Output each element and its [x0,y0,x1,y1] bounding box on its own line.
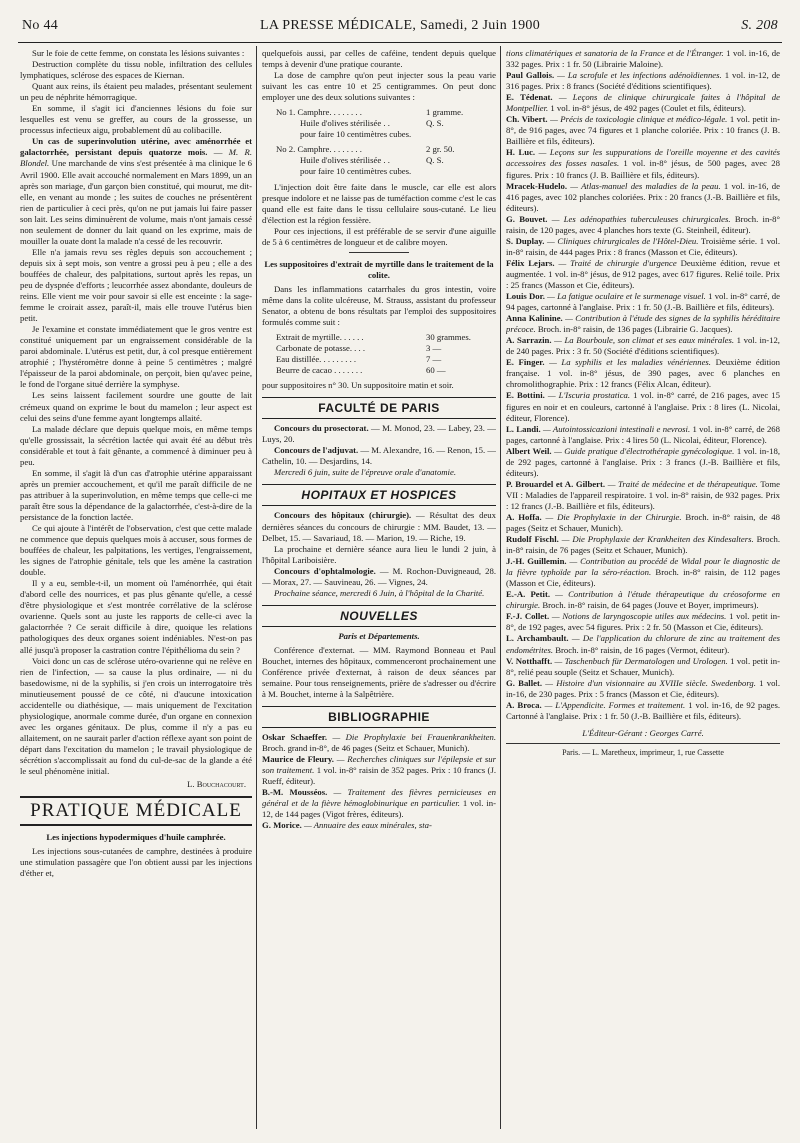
bib-author: H. Luc. [506,147,536,158]
bib-title: — Les adénopathies tuberculeuses chirurgicales. [547,213,731,224]
paragraph: En somme, il s'agit là d'un cas d'atrophie utérine apparaissant après un premier accouchement, et qu'il me paraît difficile de ne pas attribuer à la superinvolution, en même temps que celle-ci me paraît être sous la dépendance de la galactorrhée, c'est-à-dire de la persistance de la fonction lactée. [20,467,252,522]
bib-author: Rudolf Fischl. [506,534,559,545]
formula-value: 3 — [426,343,442,354]
news-item [262,588,496,599]
bib-ref: 1 vol. petit in-8°, de 916 pages, avec 74 figures et 1 planche coloriée. Prix : 10 francs (J. B. Baillière et fils, éditeurs). [506,114,780,147]
bib-author: A. Broca. [506,699,542,710]
item-text: — Résultat des deux dernières séances du concours de chirurgie : MM. Baudet, 13. — Delbet, 15. — Savariaud, 18. — Marion, 19. — Riche, 19. [262,510,496,543]
bib-author: A. Hoffa. [506,511,542,522]
formula-value: 2 gr. 50. [426,144,455,155]
bib-author: E.-A. Petit. [506,589,551,600]
formula-label: No 2. Camphre. . . . . . . . [276,144,362,155]
formula-label: pour faire 10 centimètres cubes. [300,129,412,140]
bib-entry [506,114,780,147]
bib-entry [262,754,496,787]
bib-title: — Traitement des fièvres pernicieuses en général et de la fièvre hémoglobinurique en particulier. [262,787,496,809]
paragraph: Dans les inflammations catarrhales du gros intestin, voire même dans la colite ulcéreuse, M. Strauss, assistant du professeur Senator, a obtenu de bons résultats par l'emploi des suppositoires formulés comme suit : [262,283,496,327]
bib-ref: Broch. in-8° raisin, de 64 pages (Jouve et Boyer, imprimeurs). [540,600,759,611]
bib-title: — Traité de médecine et de thérapeutique. [605,478,758,489]
bib-author: Oskar Schaeffer. [262,732,328,743]
bib-ref: 1 vol. in-18, de 292 pages, cartonné à l'anglaise. Prix : 3 francs (J.-B. Baillière et fils, éditeurs). [506,445,780,478]
bib-author: E. Finger. [506,357,545,368]
bib-ref: 1 vol. in-12, de 144 pages (Vigot frères, éditeurs). [262,798,496,820]
bib-title: — La syphilis et les maladies vénériennes. [544,357,711,368]
bib-ref: Broch. in-8° raisin, de 112 pages (Masson et Cie, éditeurs). [506,567,780,589]
bib-ref: Broch. in-8° raisin, de 136 pages (Librairie G. Jacques). [535,324,733,335]
bib-author: G. Morice. [262,820,302,831]
paragraph: Elle n'a jamais revu ses règles depuis son accouchement ; depuis six à sept mois, son ventre a grossi peu à peu ; elle a des bouffées de chaleur, des palpitations, surtout après les repas, un peu de dyspnée d'efforts ; leucorrhée assez abondante, douleurs de reins. Elle vient me voir pour savoir si elle est enceinte : la sage-femme le croirait assez, paraît-il, mais elle trouve l'utérus bien petit. [20,246,252,324]
bib-title: — Contribution au procédé de Widal pour le diagnostic de la fièvre typhoïde par la séro-réaction. [506,556,780,578]
bib-entry [506,258,780,291]
formula-label: Beurre de cacao . . . . . . . [276,365,363,376]
section-title-bibliographie: BIBLIOGRAPHIE [262,706,496,728]
item-text: La prochaine et dernière séance aura lieu le lundi 2 juin, à l'hôpital Lariboisière. [262,543,496,565]
bib-title: — Atlas-manuel des maladies de la peau. [567,180,721,191]
bib-entry [506,147,780,180]
bib-title: — Précis de toxicologie clinique et médico-légale. [547,114,728,125]
bib-entry [506,313,780,335]
formula-1 [276,107,496,140]
bib-entry [262,820,496,831]
bib-entry [506,534,780,556]
bib-author: Louis Dor. [506,291,545,302]
news-item [262,510,496,543]
column-3 [506,48,780,1129]
formula-value: 1 gramme. [426,107,464,118]
item-title: Concours d'ophtalmologie. [274,565,376,576]
bib-entry [506,291,780,313]
bib-author: S. Duplay. [506,235,545,246]
bib-author: B.-M. Mousséos. [262,787,328,798]
bib-ref: Broch. in-8° raisin, de 48 pages (Seitz et Schauer, Munich). [506,511,780,534]
bib-title: — Die Prophylaxie in der Chirurgie. [541,511,682,522]
bib-author: L. Landi. [506,423,541,434]
case-author: M. R. Blondel. [20,147,252,169]
paragraph: pour suppositoires n° 30. Un suppositoire matin et soir. [262,380,454,391]
bib-ref: Deuxième édition, revue et augmentée. 1 vol. in-8° jésus, de 912 pages, avec 617 figures. Relié toile. Prix : 25 francs (Masson et Cie, éditeurs). [506,257,780,290]
section-title-nouvelles: NOUVELLES [262,605,496,627]
bib-entry [506,335,780,357]
formula-3 [276,332,496,376]
bib-title: — Leçons de clinique chirurgicale faites à l'hôpital de Montpellier. [506,92,780,114]
section-title-faculte: FACULTÉ DE PARIS [262,397,496,419]
paragraph: Je l'examine et constate immédiatement que le gros ventre est constitué uniquement par un engraissement considérable de la paroi abdominale. L'utérus est petit, dur, à col presque entièrement atrophié ; l'hystéromètre donne à peine 5 centimètres ; malgré l'épaisseur de la paroi abdominale, on perçoit, bien qu'avec peine, le fond de l'organe situé derrière la symphyse. [20,324,252,390]
bib-author: F.-J. Collet. [506,611,550,622]
bib-author: Paul Gallois. [506,70,555,81]
bib-entry [506,424,780,446]
bib-author: J.-H. Guillemin. [506,556,567,567]
bib-ref: 1 vol. in-8° jésus, de 492 pages (Coulet et fils, éditeurs). [548,103,746,114]
article-title: Les suppositoires d'extrait de myrtille dans le traitement de la colite. [264,258,494,280]
news-item [262,445,496,467]
formula-value: Q. S. [426,155,444,166]
bib-ref: 1 vol. in-8° carré, de 94 pages, cartonné à l'anglaise. Prix : 1 fr. 50 (J.-B. Baillière et fils, éditeurs). [506,291,780,313]
bib-entry [506,214,780,236]
divider [349,252,409,253]
bib-title: — Leçons sur les suppurations de l'oreille moyenne et des cavités accessoires des fosses nasales. [506,147,780,169]
paragraph: Destruction complète du tissu noble, infiltration des cellules lymphatiques, sclérose des espaces de Kiernan. [20,59,252,81]
bib-entry [506,48,780,70]
column-1 [20,48,252,1129]
paragraph: Voici donc un cas de sclérose utéro-ovarienne qui ne relève en rien de l'infection, — sa cause la plus ordinaire, — ni du basedowisme, ni de la syphilis, si j'en crois un interrogatoire très minutieusement poussé de ce côté, ni d'aucune intoxication accidentelle ou diathésique, — mais uniquement de l'excitation physiologique, anormale comme durée, d'un organe en connexion avec les organes génitaux. De plus, comme il n'y a pas eu allaitement, on ne saurait parler d'action réflexe ayant son point de départ dans l'excitation du mamelon ; le travail physiologique de sécrétion s'accomplissait au fond du cul-de-sac de la glande a été le seul phénomène initial. [20,655,252,777]
bib-entry [506,70,780,92]
bib-ref: Troisième série. 1 vol. in-8° raisin, de 444 pages Prix : 8 francs (Masson et Cie, éditeurs). [506,235,780,257]
bib-entry [506,656,780,678]
item-text: Prochaine séance, mercredi 6 Juin, à l'hôpital de la Charité. [274,587,485,598]
item-text: — M. Monod, 23. — Labey, 23. — Luys, 20. [262,423,496,445]
bib-ref: Broch. in-8° raisin, de 120 pages, avec 4 planches hors texte (G. Steinheil, éditeur). [506,213,780,235]
item-title: Concours de l'adjuvat. [274,445,359,456]
bib-ref: 1 vol. in-16, de 332 pages. Prix : 1 fr. 50 (Librairie Maloine). [506,48,780,70]
paragraph: La malade déclare que depuis quelque mois, en même temps qu'elle grossissait, la sécrétion lactée qui avait été au début très considérable et tout à fait gênante, a commencé à diminuer peu à peu. [20,423,252,467]
news-item [262,544,496,566]
bib-ref: Broch. grand in-8°, de 46 pages (Seitz et Schauer, Munich). [262,743,470,754]
paragraph: Conférence d'externat. — MM. Raymond Bonneau et Paul Bouchet, internes des hôpitaux, commenceront prochainement une Conférence privée d'externat, à raison de deux séances par semaine. Pour tous renseignements, prière de s'adresser ou d'écrire à M. Bouchet, interne à la Salpêtrière. [262,644,496,700]
bib-title: — Cliniques chirurgicales de l'Hôtel-Dieu. [544,235,699,246]
bib-author: L. Archambault. [506,633,569,644]
paragraph: Ce qui ajoute à l'intérêt de l'observation, c'est que cette malade ne commence que depuis quelques mois à accuser, sous formes de bouffées de chaleur, les palpitations, les vertiges, l'engraissement, les signes de l'atrophie génitale, tels que les amène la castration double. [20,523,252,578]
bib-title: — Die Prophylaxie bei Frauenkrankheiten. [327,732,496,743]
bib-title: — Die Prophylaxie der Krankheiten des Kindesalters. [558,534,754,545]
formula-label: No 1. Camphre. . . . . . . . [276,107,362,118]
bib-title: — Autointossicazioni intestinali e nevrosi. [540,423,691,434]
page-number: S. 208 [741,18,778,33]
bib-title: — Contribution à l'étude des signes de la syphilis héréditaire précoce. [506,313,780,335]
paragraph: quelquefois aussi, par celles de caféine, tendent depuis quelque temps à devenir d'une pratique courante. [262,48,496,70]
bib-entry [506,92,780,114]
paragraph: L'injection doit être faite dans le muscle, car elle est alors presque indolore et ne laisse pas de tuméfaction comme c'est le cas quand elle est faite dans le tissu cellulaire sous-cutané. Le lieu d'élection est la région fessière. [262,181,496,225]
paragraph: Il y a eu, semble-t-il, un moment où l'aménorrhée, qui était d'abord celle des nourrices, et pas plus gênante qu'elle, a cessé d'être physiologique et s'est montrée corrélative de la sclérose ovarienne. Quels sont au juste les rapports de celle-ci avec la galactorrhée ? Ce serait difficile à dire, quoique les relations pathologiques des deux organes soient indéniables. N'est-on pas allé jusqu'à proposer la castration contre l'épithélioma du sein ? [20,578,252,655]
column-divider [256,46,257,1129]
paragraph: Sur le foie de cette femme, on constata les lésions suivantes : [32,48,245,58]
bib-entry [506,556,780,589]
paragraph: En somme, il s'agit ici d'anciennes lésions du foie sur lesquelles est venu se greffer, au cours de la grossesse, un processus infectieux aigu, probablement dû au colibacille. [20,103,252,136]
bib-entry [506,512,780,534]
bib-title: — Annuaire des eaux minérales, sta- [301,820,432,831]
bib-title: — Traité de chirurgie d'urgence [554,257,677,268]
bib-author: Maurice de Fleury. [262,754,334,765]
column-divider [500,46,501,1129]
bib-title: — La scrofule et les infections adénoïdiennes. [554,70,722,81]
bib-title: — Histoire d'un visionnaire au XVIIIe siècle. Swedenborg. [542,677,756,688]
bib-author: A. Sarrazin. [506,335,552,346]
formula-label: Huile d'olives stérilisée . . [300,155,390,166]
page-header [22,18,778,38]
bib-ref: 1 vol. in-8° carré, de 216 pages, avec 15 figures en noir et en couleurs, cartonné à l'anglaise. Prix : 8 lires (L. Nicolai, éditeur, Florence). [506,390,780,423]
page-title: LA PRESSE MÉDICALE, Samedi, 2 Juin 1900 [259,18,541,33]
bib-title: — Contribution à l'étude thérapeutique du créosoforme en chirurgie. [506,589,780,611]
bib-entry [262,787,496,820]
bib-title: tions climatériques et sanatoria de la France et de l'Étranger. [506,48,724,58]
bib-title: — La Bourboule, son climat et ses eaux minérales. [551,335,735,346]
bib-entry [506,357,780,390]
bib-title: — Recherches cliniques sur l'épilepsie et sur son traitement. [262,754,496,776]
section-title-hopitaux: HOPITAUX ET HOSPICES [262,484,496,506]
paragraph: Quant aux reins, ils étaient peu malades, présentant seulement un peu de néphrite hémorragique. [20,81,252,103]
formula-value: 30 grammes. [426,331,471,342]
bib-author: Félix Lejars. [506,257,555,268]
bib-title: — Taschenbuch für Dermatologen und Urologen. [552,655,728,666]
bib-ref: 1 vol. petit in-8°, relié peau souple (Seitz et Schauer, Munich). [506,655,780,677]
editor-line: L'Éditeur-Gérant : Georges Carré. [582,727,704,738]
bib-entry [506,633,780,655]
formula-label: Huile d'olives stérilisée . . [300,118,390,129]
paragraph: Les seins laissent facilement sourdre une goutte de lait crémeux quand on exprime le bout du mamelon ; leur aspect est celui des seins d'une femme ayant longtemps allaité. [20,390,252,423]
formula-label: Extrait de myrtille. . . . . . [276,331,364,342]
bib-entry [506,589,780,611]
item-text: — M. Alexandre, 16. — Renon, 15. — Cathelin, 10. — Desjardins, 14. [262,445,496,467]
bib-ref: Broch. in-8° raisin, de 76 pages (Seitz et Schauer, Munich). [506,534,780,556]
article-title: Les injections hypodermiques d'huile camphrée. [46,832,226,843]
paragraph: Les injections sous-cutanées de camphre, destinées à produire une stimulation passagère que l'on obtient aussi par les injections d'éther et, [20,846,252,879]
news-item [262,566,496,588]
bib-ref: 1 vol. in-8° raisin de 352 pages. Prix : 10 francs (J. Rueff, éditeur). [262,765,496,787]
bib-author: Mracek-Hudelo. [506,180,568,191]
formula-value: Q. S. [426,118,444,129]
formula-value: 7 — [426,354,442,365]
bib-title: — Notions de laryngoscopie utiles aux médecins. [549,611,727,622]
bib-ref: 1 vol. in-16, de 416 pages, avec 102 planches coloriées. Prix : 20 francs (J.-B. Baillière et fils, éditeurs). [506,180,780,213]
bib-ref: 1 vol. in-8° carré, de 268 pages, cartonné à l'anglaise. Prix : 4 lires 50 (L. Nicolai, éditeur, Florence). [506,423,780,445]
item-text: — M. Rochon-Duvigneaud, 28. — Morax, 27. — Sauvineau, 26. — Vignes, 24. [262,565,496,587]
bib-title: — Guide pratique d'électrothérapie gynécologique. [551,445,735,456]
bib-author: E. Tédenat. [506,92,553,103]
bib-author: P. Brouardel et A. Gilbert. [506,478,606,489]
printer-line: Paris. — L. Maretheux, imprimeur, 1, rue Cassette [506,743,780,758]
formula-label: Carbonate de potasse. . . . [276,343,366,354]
bib-ref: Tome VII : Maladies de l'appareil respiratoire. 1 vol. in-8° raisin, de 932 pages. Prix : 12 francs (J.-B. Baillière et fils, éditeurs). [506,478,780,511]
case-report: Un cas de superinvolution utérine, avec aménorrhée et galactorrhée, persistant depuis quatorze mois. — M. R. Blondel. Une marchande de vins s'est présentée à ma clinique le 6 Avril 1900. Elle avait accouché normalement en Mars 1899, un an après son mariage, d'un garçon bien constitué, qui mourut, me dit-elle, en venant au monde ; les suites de couches ne présentèrent rien de particulier à ceci près, qu'on ne put jamais lui faire passer son lait. Les seins diminuèrent de volume, mais n'ont jamais cessé non seulement de donner du lait quand on les exprime, mais de mouiller la ouate dont la malade n'a cessé de les recouvrir. [20,136,252,246]
bib-title: — L'Iscuria prostatica. [544,390,631,401]
bib-entry [506,700,780,722]
news-item [262,423,496,445]
bib-ref: 1 vol. in-16, de 92 pages. Cartonné à l'anglaise. Prix : 1 fr. 50 (J.-B. Baillière et fils, éditeurs). [506,699,780,721]
bib-entry [506,181,780,214]
paragraph: Pour ces injections, il est préférable de se servir d'une aiguille de 5 à 6 centimètres de longueur et de calibre moyen. [262,225,496,247]
bib-ref: 1 vol. in-8° jésus, de 500 pages, avec 28 figures. Prix : 10 francs (J. B. Baillière et fils, éditeurs). [506,158,780,180]
bib-entry [506,611,780,633]
formula-label: Eau distillée. . . . . . . . . [276,354,357,365]
bib-entry [506,236,780,258]
bib-entry [506,390,780,423]
bib-author: Albert Weil. [506,445,552,456]
bib-author: Ch. Vibert. [506,114,548,125]
bib-entry [506,479,780,512]
bib-ref: Broch. in-8° raisin, de 16 pages (Vermot, éditeur). [553,644,730,655]
paragraph: Une marchande de vins s'est présentée à ma clinique le 6 Avril 1900. Elle avait accouché normalement en Mars 1899, un an après son mariage, d'un garçon bien constitué, qui mourut, me dit-elle, en venant au monde ; les suites de couches ne présentèrent rien de particulier à ceci près, qu'on ne put jamais lui faire passer son lait. Les seins diminuèrent de volume, mais n'ont jamais cessé non seulement de donner du lait quand on les exprime, mais de mouiller la ouate dont la malade n'a cessé de les recouvrir. [20,158,252,246]
header-rule [18,42,782,43]
formula-value: 60 — [426,365,446,376]
case-title: Un cas de superinvolution utérine, avec aménorrhée et galactorrhée, persistant depuis quatorze mois. [20,136,252,158]
bib-entry [506,678,780,700]
bib-author: E. Bottini. [506,390,545,401]
bib-author: Anna Kalinine. [506,313,563,324]
bib-ref: 1 vol. petit in-8°, de 192 pages, avec 54 figures. Prix : 2 fr. 50 (Masson et Cie, éditeurs). [506,611,780,633]
bib-author: G. Ballet. [506,677,543,688]
section-title-pratique: PRATIQUE MÉDICALE [20,796,252,826]
bib-title: — De l'application du chlorure de zinc au traitement des endométrites. [506,633,780,655]
item-title: Concours des hôpitaux (chirurgie). [274,510,412,521]
column-2 [262,48,496,1129]
bib-ref: 1 vol. in-12, de 240 pages. Prix : 3 fr. 50 (Société d'éditions scientifiques). [506,335,780,357]
bib-title: — L'Appendicite. Formes et traitement. [541,699,686,710]
note: Mercredi 6 juin, suite de l'épreuve orale d'anatomie. [274,467,457,478]
formula-label: pour faire 10 centimètres cubes. [300,166,412,177]
issue-number: No 44 [22,18,59,33]
bib-ref: Deuxième édition française. 1 vol. in-8° jésus, de 390 pages, avec 6 planches en chromolithographie. Prix : 12 francs (Félix Alcan, éditeur). [506,357,780,390]
signature: L. Bouchacourt. [187,779,246,790]
item-title: Concours du prosectorat. [274,423,369,434]
paragraph: La dose de camphre qu'on peut injecter sous la peau varie suivant les cas entre 10 et 25 centigrammes. On peut donc employer une des deux solutions suivantes : [262,70,496,103]
bib-ref: 1 vol. in-16, de 230 pages. Prix : 5 francs (Masson et Cie, éditeurs). [506,677,780,699]
subsection-title: Paris et Départements. [338,630,420,641]
bib-entry [262,732,496,754]
bib-author: G. Bouvet. [506,213,548,224]
bib-author: V. Notthafft. [506,655,553,666]
bib-entry [506,446,780,479]
formula-2 [276,144,496,177]
bib-title: — La fatigue oculaire et le surmenage visuel. [544,291,706,302]
bibliography-list [506,48,780,722]
bib-ref: 1 vol. in-12, de 316 pages. Prix : 8 francs (Société d'éditions scientifiques). [506,70,780,92]
